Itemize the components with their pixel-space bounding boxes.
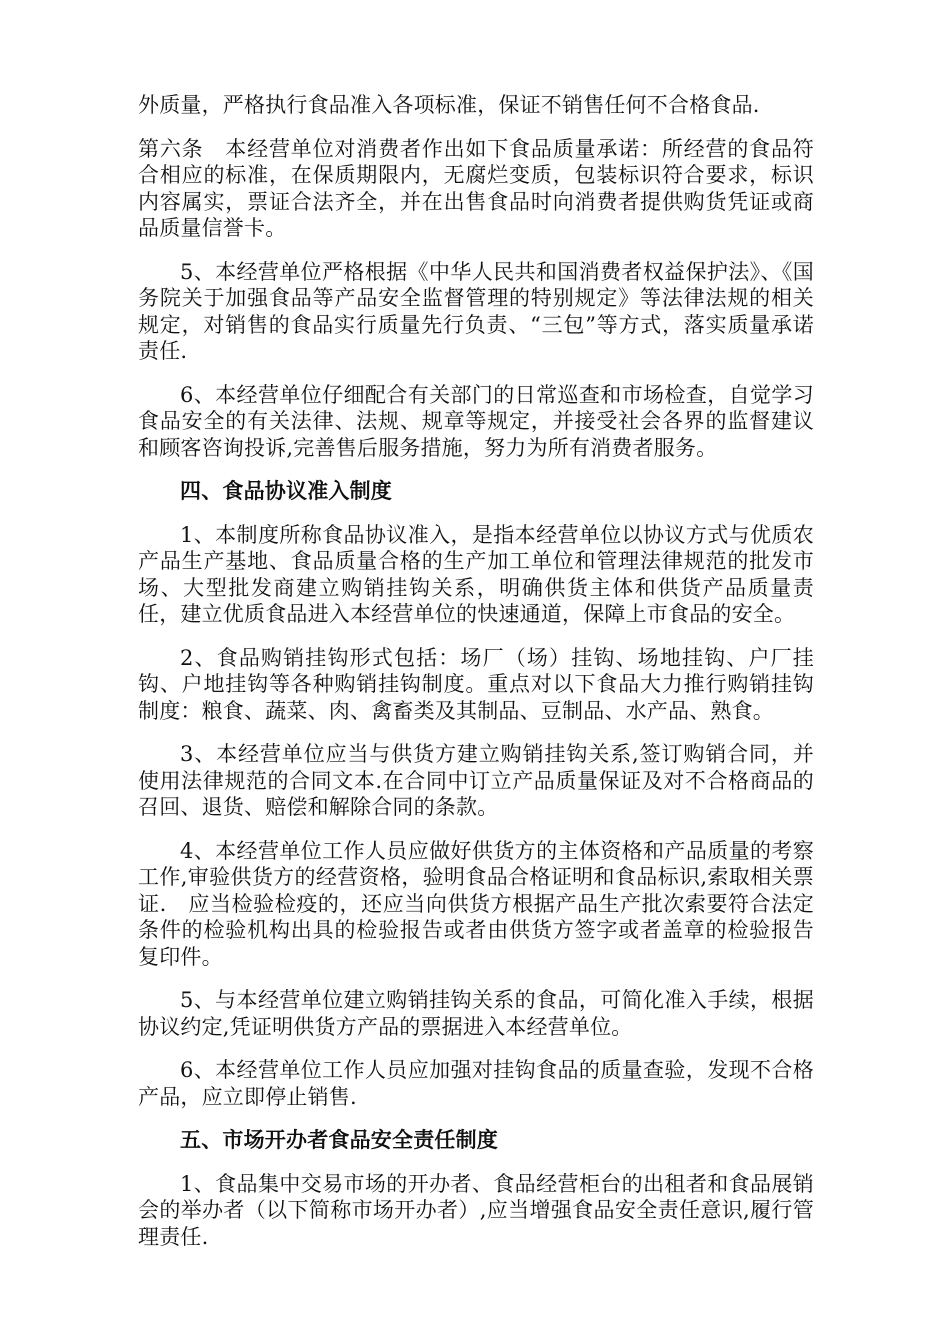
document-body bbox=[138, 92, 814, 1267]
section-heading: 四、食品协议准入制度 bbox=[180, 479, 392, 503]
paragraph: 1、本制度所称食品协议准入，是指本经营单位以协议方式与优质农产品生产基地、食品质量合格的生产加工单位和管理法律规范的批发市场、大型批发商建立购销挂钩关系，明确供货主体和供货产品质量责任，建立优质食品进入本经营单位的快速通道，保障上市食品的安全。 bbox=[138, 522, 814, 626]
section-heading: 五、市场开办者食品安全责任制度 bbox=[180, 1128, 498, 1152]
paragraph: 2、食品购销挂钩形式包括：场厂（场）挂钩、场地挂钩、户厂挂钩、户地挂钩等各种购销挂钩制度。重点对以下食品大力推行购销挂钩制度：粮食、蔬菜、肉、禽畜类及其制品、豆制品、水产品、熟食。 bbox=[138, 645, 814, 723]
paragraph: 6、本经营单位仔细配合有关部门的日常巡查和市场检查，自觉学习食品安全的有关法律、法规、规章等规定，并接受社会各界的监督建议和顾客咨询投诉,完善售后服务措施，努力为所有消费者服务。 bbox=[138, 382, 814, 460]
paragraph: 6、本经营单位工作人员应加强对挂钩食品的质量查验，发现不合格产品，应立即停止销售. bbox=[138, 1058, 814, 1109]
paragraph: 4、本经营单位工作人员应做好供货方的主体资格和产品质量的考察工作,审验供货方的经营资格，验明食品合格证明和食品标识,索取相关票证. 应当检验检疫的，还应当向供货方根据产品生产批次索要符合法定条件的检验机构出具的检验报告或者由供货方签字或者盖章的检验报告复印件。 bbox=[138, 838, 814, 969]
paragraph: 外质量，严格执行食品准入各项标准，保证不销售任何不合格食品. bbox=[138, 93, 760, 117]
paragraph: 5、与本经营单位建立购销挂钩关系的食品，可简化准入手续，根据协议约定,凭证明供货方产品的票据进入本经营单位。 bbox=[138, 988, 814, 1039]
paragraph: 5、本经营单位严格根据《中华人民共和国消费者权益保护法》、《国务院关于加强食品等产品安全监督管理的特别规定》等法律法规的相关规定，对销售的食品实行质量先行负责、“三包”等方式，落实质量承诺责任. bbox=[138, 259, 814, 363]
paragraph-article-six: 第六条 本经营单位对消费者作出如下食品质量承诺：所经营的食品符合相应的标准，在保质期限内，无腐烂变质，包装标识符合要求，标识内容属实，票证合法齐全，并在出售食品时向消费者提供购货凭证或商品质量信誉卡。 bbox=[138, 136, 814, 240]
paragraph: 1、食品集中交易市场的开办者、食品经营柜台的出租者和食品展销会的举办者（以下简称市场开办者）,应当增强食品安全责任意识,履行管理责任. bbox=[138, 1171, 814, 1249]
paragraph: 3、本经营单位应当与供货方建立购销挂钩关系,签订购销合同，并使用法律规范的合同文本.在合同中订立产品质量保证及对不合格商品的召回、退货、赔偿和解除合同的条款。 bbox=[138, 742, 814, 819]
